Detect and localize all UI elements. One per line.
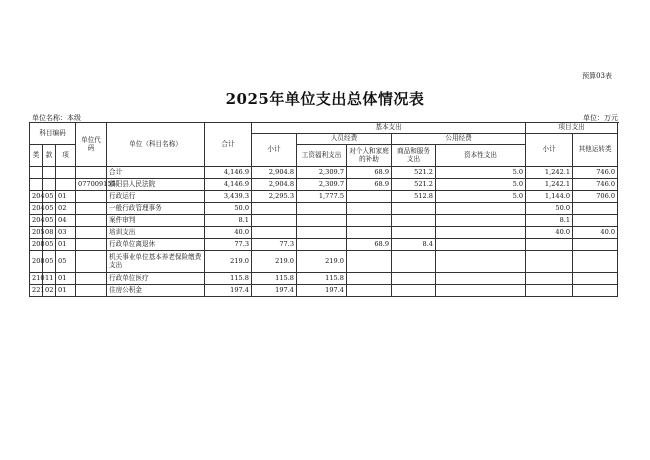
- table-row: [30, 285, 618, 297]
- cell-total: 77.3: [205, 239, 252, 251]
- cell-family: [347, 285, 392, 297]
- cell-goods: 512.8: [392, 191, 436, 203]
- currency-unit-label: 单位：万元: [583, 114, 618, 122]
- table-number-label: 预算03表: [582, 72, 612, 80]
- cell-code: [76, 191, 107, 203]
- cell-salary: 2,309.7: [297, 179, 347, 191]
- cell-name: 案件审判: [107, 215, 205, 227]
- cell-goods: [392, 251, 436, 273]
- cell-family: 68.9: [347, 167, 392, 179]
- cell-capital: 5.0: [436, 179, 526, 191]
- cell-p-sub: 40.0: [526, 227, 573, 239]
- cell-capital: 5.0: [436, 191, 526, 203]
- header-goods-services: 商品和服务支出: [392, 145, 436, 167]
- cell-b-sub: 2,904.8: [252, 179, 297, 191]
- cell-kuan: [43, 179, 56, 191]
- cell-cls: [30, 167, 43, 179]
- cell-p-sub: 1,242.1: [526, 179, 573, 191]
- cell-salary: 2,309.7: [297, 167, 347, 179]
- cell-p-sub: 50.0: [526, 203, 573, 215]
- cell-other: 746.0: [573, 179, 618, 191]
- cell-name: 培训支出: [107, 227, 205, 239]
- header-project-subtotal: 小计: [526, 134, 573, 167]
- cell-b-sub: 2,295.3: [252, 191, 297, 203]
- cell-cls: 208: [30, 239, 43, 251]
- table-row: [30, 167, 618, 179]
- cell-code: [76, 239, 107, 251]
- cell-xiang: [56, 167, 76, 179]
- cell-goods: 521.2: [392, 167, 436, 179]
- cell-kuan: 05: [43, 191, 56, 203]
- table-row: [30, 191, 618, 203]
- cell-code: [76, 203, 107, 215]
- header-other-operations: 其他运转类: [573, 134, 618, 167]
- cell-other: 40.0: [573, 227, 618, 239]
- cell-capital: [436, 215, 526, 227]
- cell-goods: [392, 285, 436, 297]
- cell-capital: 5.0: [436, 167, 526, 179]
- cell-p-sub: [526, 251, 573, 273]
- cell-total: 3,439.3: [205, 191, 252, 203]
- cell-total: 4,146.9: [205, 167, 252, 179]
- cell-code: [76, 227, 107, 239]
- cell-capital: [436, 227, 526, 239]
- cell-family: [347, 251, 392, 273]
- cell-cls: 208: [30, 251, 43, 273]
- cell-capital: [436, 273, 526, 285]
- cell-other: 746.0: [573, 167, 618, 179]
- cell-name: 合计: [107, 167, 205, 179]
- header-unit-code: 单位代码: [76, 123, 107, 167]
- cell-other: [573, 251, 618, 273]
- cell-name: 机关事业单位基本养老保险缴费支出: [107, 251, 205, 273]
- cell-kuan: 05: [43, 203, 56, 215]
- cell-family: [347, 191, 392, 203]
- cell-capital: [436, 239, 526, 251]
- header-basic-subtotal: 小计: [252, 134, 297, 167]
- cell-xiang: 05: [56, 251, 76, 273]
- cell-cls: 221: [30, 285, 43, 297]
- cell-other: 706.0: [573, 191, 618, 203]
- cell-kuan: [43, 167, 56, 179]
- cell-goods: 8.4: [392, 239, 436, 251]
- cell-other: [573, 203, 618, 215]
- cell-salary: 115.8: [297, 273, 347, 285]
- cell-code: [76, 215, 107, 227]
- cell-xiang: 04: [56, 215, 76, 227]
- cell-p-sub: [526, 273, 573, 285]
- cell-b-sub: 197.4: [252, 285, 297, 297]
- cell-name: 行政单位离退休: [107, 239, 205, 251]
- table-row: [30, 251, 618, 273]
- cell-p-sub: 8.1: [526, 215, 573, 227]
- cell-b-sub: 219.0: [252, 251, 297, 273]
- cell-xiang: 01: [56, 285, 76, 297]
- cell-cls: [30, 179, 43, 191]
- cell-family: [347, 227, 392, 239]
- cell-salary: [297, 239, 347, 251]
- cell-name: 住房公积金: [107, 285, 205, 297]
- table-row: [30, 215, 618, 227]
- cell-name: 行政运行: [107, 191, 205, 203]
- cell-kuan: 11: [43, 273, 56, 285]
- table-row: [30, 227, 618, 239]
- cell-family: [347, 215, 392, 227]
- cell-capital: [436, 203, 526, 215]
- cell-other: [573, 285, 618, 297]
- cell-code: [76, 285, 107, 297]
- cell-total: 219.0: [205, 251, 252, 273]
- cell-p-sub: 1,144.0: [526, 191, 573, 203]
- cell-xiang: 01: [56, 273, 76, 285]
- page-title: 2025年单位支出总体情况表: [225, 90, 425, 108]
- cell-kuan: 05: [43, 251, 56, 273]
- cell-salary: 197.4: [297, 285, 347, 297]
- expenditure-table: [29, 122, 618, 297]
- cell-name: 行政单位医疗: [107, 273, 205, 285]
- cell-b-sub: [252, 203, 297, 215]
- cell-goods: [392, 215, 436, 227]
- header-personnel-funds: 人员经费: [297, 134, 392, 145]
- cell-xiang: 02: [56, 203, 76, 215]
- cell-cls: 210: [30, 273, 43, 285]
- cell-other: [573, 215, 618, 227]
- cell-goods: [392, 203, 436, 215]
- cell-kuan: 02: [43, 285, 56, 297]
- header-project-expenditure: 项目支出: [526, 123, 618, 134]
- cell-salary: [297, 203, 347, 215]
- cell-p-sub: 1,242.1: [526, 167, 573, 179]
- header-basic-expenditure: 基本支出: [252, 123, 526, 134]
- cell-cls: 204: [30, 191, 43, 203]
- cell-p-sub: [526, 239, 573, 251]
- header-capital: 资本性支出: [436, 145, 526, 167]
- header-family-subsidy: 对个人和家庭的补助: [347, 145, 392, 167]
- cell-cls: 204: [30, 203, 43, 215]
- cell-family: [347, 203, 392, 215]
- table-row: [30, 179, 618, 191]
- cell-salary: [297, 227, 347, 239]
- cell-cls: 205: [30, 227, 43, 239]
- cell-salary: 1,777.5: [297, 191, 347, 203]
- cell-capital: [436, 251, 526, 273]
- cell-b-sub: 115.8: [252, 273, 297, 285]
- header-kuan: 款: [43, 145, 56, 167]
- cell-salary: 219.0: [297, 251, 347, 273]
- cell-xiang: 03: [56, 227, 76, 239]
- cell-name: 一般行政管理事务: [107, 203, 205, 215]
- cell-b-sub: 77.3: [252, 239, 297, 251]
- cell-family: [347, 273, 392, 285]
- cell-total: 8.1: [205, 215, 252, 227]
- cell-total: 50.0: [205, 203, 252, 215]
- cell-kuan: 08: [43, 227, 56, 239]
- cell-family: 68.9: [347, 179, 392, 191]
- cell-kuan: 05: [43, 215, 56, 227]
- header-subject-code: 科目编码: [30, 123, 76, 145]
- table-row: [30, 273, 618, 285]
- cell-xiang: 01: [56, 191, 76, 203]
- cell-xiang: 01: [56, 239, 76, 251]
- header-xiang: 项: [56, 145, 76, 167]
- table-row: [30, 203, 618, 215]
- cell-b-sub: [252, 215, 297, 227]
- cell-total: 115.8: [205, 273, 252, 285]
- cell-goods: [392, 273, 436, 285]
- cell-code: [76, 273, 107, 285]
- cell-kuan: 05: [43, 239, 56, 251]
- cell-code: 077009155: [76, 179, 107, 191]
- header-salary-welfare: 工资福利支出: [297, 145, 347, 167]
- cell-cls: 204: [30, 215, 43, 227]
- cell-family: 68.9: [347, 239, 392, 251]
- cell-code: [76, 167, 107, 179]
- cell-salary: [297, 215, 347, 227]
- cell-goods: 521.2: [392, 179, 436, 191]
- cell-total: 197.4: [205, 285, 252, 297]
- cell-other: [573, 273, 618, 285]
- cell-code: [76, 251, 107, 273]
- header-unit-name: 单位（科目名称）: [107, 123, 205, 167]
- header-total: 合计: [205, 123, 252, 167]
- cell-goods: [392, 227, 436, 239]
- cell-b-sub: [252, 227, 297, 239]
- cell-xiang: [56, 179, 76, 191]
- unit-name-label: 单位名称：本级: [32, 114, 81, 122]
- cell-name: 濮阳县人民法院: [107, 179, 205, 191]
- header-class: 类: [30, 145, 43, 167]
- table-row: [30, 239, 618, 251]
- cell-b-sub: 2,904.8: [252, 167, 297, 179]
- header-public-funds: 公用经费: [392, 134, 526, 145]
- cell-p-sub: [526, 285, 573, 297]
- cell-other: [573, 239, 618, 251]
- cell-total: 4,146.9: [205, 179, 252, 191]
- cell-total: 40.0: [205, 227, 252, 239]
- cell-capital: [436, 285, 526, 297]
